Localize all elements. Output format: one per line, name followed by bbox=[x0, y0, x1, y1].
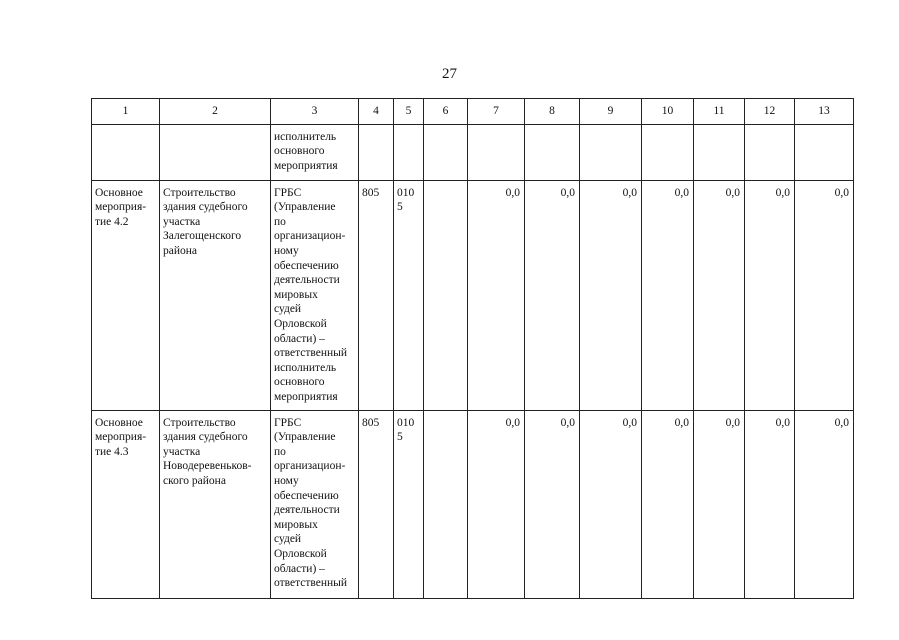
cell-line: здания судебного bbox=[163, 201, 248, 214]
column-header: 11 bbox=[694, 99, 745, 125]
column-number-row bbox=[92, 99, 854, 125]
column-header: 7 bbox=[468, 99, 525, 125]
event-name-cell bbox=[160, 410, 271, 598]
responsible-executor-cell bbox=[271, 410, 359, 598]
value-cell: 0,0 bbox=[468, 180, 525, 410]
value-cell: 0,0 bbox=[694, 180, 745, 410]
cell-line: обеспечению bbox=[274, 489, 339, 502]
value-cell: 0,0 bbox=[525, 410, 580, 598]
cell-line: мероприя- bbox=[95, 431, 147, 444]
cell-line: мировых bbox=[274, 518, 318, 531]
column-header: 5 bbox=[394, 99, 424, 125]
cell-line: здания судебного bbox=[163, 431, 248, 444]
cell-line: ному bbox=[274, 474, 299, 487]
cell-line: по bbox=[274, 215, 286, 228]
cell-line: судей bbox=[274, 303, 302, 316]
column-header: 6 bbox=[424, 99, 468, 125]
value-cell: 0,0 bbox=[642, 180, 694, 410]
cell-line: деятельности bbox=[274, 504, 340, 517]
cell-line: основного bbox=[274, 376, 325, 389]
column-header: 4 bbox=[359, 99, 394, 125]
table-cell bbox=[745, 124, 795, 180]
cell-line: исполнитель bbox=[274, 361, 337, 374]
cell-line: области) – bbox=[274, 332, 325, 345]
table-row bbox=[92, 410, 854, 598]
cell-line: ответственный bbox=[274, 347, 348, 360]
table-cell bbox=[694, 124, 745, 180]
cell-line: Орловской bbox=[274, 317, 327, 330]
table-cell bbox=[580, 124, 642, 180]
value-cell: 0,0 bbox=[580, 410, 642, 598]
cell-line: ГРБС bbox=[274, 186, 302, 199]
column-header: 10 bbox=[642, 99, 694, 125]
cell-line: (Управление bbox=[274, 431, 336, 444]
value-cell: 0,0 bbox=[745, 410, 795, 598]
cell-line: тие 4.2 bbox=[95, 215, 129, 228]
column-header: 3 bbox=[271, 99, 359, 125]
cell-line: района bbox=[163, 244, 198, 257]
column-header: 12 bbox=[745, 99, 795, 125]
table-cell bbox=[160, 124, 271, 180]
cell-line: организацион- bbox=[274, 230, 346, 243]
cell-line: 010 bbox=[397, 416, 415, 429]
cell-line: 010 bbox=[397, 186, 415, 199]
continuation-row bbox=[92, 124, 854, 180]
cell-line: области) – bbox=[274, 562, 325, 575]
grbs-code-cell: 805 bbox=[359, 410, 394, 598]
cell-line: основного bbox=[274, 145, 325, 158]
table-cell bbox=[424, 180, 468, 410]
cell-line: ского района bbox=[163, 474, 226, 487]
value-cell: 0,0 bbox=[525, 180, 580, 410]
cell-line: организацион- bbox=[274, 460, 346, 473]
cell-line: Залегощенского bbox=[163, 230, 242, 243]
table-cell bbox=[394, 124, 424, 180]
value-cell: 0,0 bbox=[745, 180, 795, 410]
cell-line: обеспечению bbox=[274, 259, 339, 272]
value-cell: 0,0 bbox=[694, 410, 745, 598]
value-cell: 0,0 bbox=[468, 410, 525, 598]
page-number: 27 bbox=[442, 66, 457, 82]
table-cell bbox=[525, 124, 580, 180]
column-header: 1 bbox=[92, 99, 160, 125]
cell-line: участка bbox=[163, 445, 201, 458]
cell-line: исполнитель bbox=[274, 130, 337, 143]
cell-line: судей bbox=[274, 533, 302, 546]
value-cell: 0,0 bbox=[580, 180, 642, 410]
cell-line: Основное bbox=[95, 186, 143, 199]
table-row bbox=[92, 180, 854, 410]
column-header: 8 bbox=[525, 99, 580, 125]
cell-line: 5 bbox=[397, 431, 403, 444]
cell-line: Новодеревеньков- bbox=[163, 460, 252, 473]
column-header: 13 bbox=[795, 99, 854, 125]
cell-line: по bbox=[274, 445, 286, 458]
table-cell bbox=[795, 124, 854, 180]
cell-line: мероприятия bbox=[274, 390, 338, 403]
table-cell bbox=[424, 410, 468, 598]
cell-line: Строительство bbox=[163, 416, 236, 429]
cell-line: Основное bbox=[95, 416, 143, 429]
value-cell: 0,0 bbox=[642, 410, 694, 598]
table-cell bbox=[642, 124, 694, 180]
table-cell bbox=[92, 124, 160, 180]
responsible-executor-cell bbox=[271, 180, 359, 410]
event-cell bbox=[92, 410, 160, 598]
table-cell bbox=[468, 124, 525, 180]
cell-line: участка bbox=[163, 215, 201, 228]
event-cell bbox=[92, 180, 160, 410]
column-header: 2 bbox=[160, 99, 271, 125]
budget-table bbox=[91, 98, 854, 599]
responsible-executor-cell bbox=[271, 124, 359, 180]
cell-line: ному bbox=[274, 244, 299, 257]
cell-line: мероприя- bbox=[95, 201, 147, 214]
cell-line: мировых bbox=[274, 288, 318, 301]
cell-line: ответственный bbox=[274, 577, 348, 590]
cell-line: деятельности bbox=[274, 274, 340, 287]
table-cell bbox=[359, 124, 394, 180]
value-cell: 0,0 bbox=[795, 410, 854, 598]
value-cell: 0,0 bbox=[795, 180, 854, 410]
column-header: 9 bbox=[580, 99, 642, 125]
cell-line: ГРБС bbox=[274, 416, 302, 429]
cell-line: мероприятия bbox=[274, 159, 338, 172]
cell-line: (Управление bbox=[274, 201, 336, 214]
cell-line: Орловской bbox=[274, 547, 327, 560]
cell-line: 5 bbox=[397, 201, 403, 214]
section-code-cell bbox=[394, 180, 424, 410]
event-name-cell bbox=[160, 180, 271, 410]
cell-line: тие 4.3 bbox=[95, 445, 129, 458]
grbs-code-cell: 805 bbox=[359, 180, 394, 410]
section-code-cell bbox=[394, 410, 424, 598]
cell-line: Строительство bbox=[163, 186, 236, 199]
table-cell bbox=[424, 124, 468, 180]
